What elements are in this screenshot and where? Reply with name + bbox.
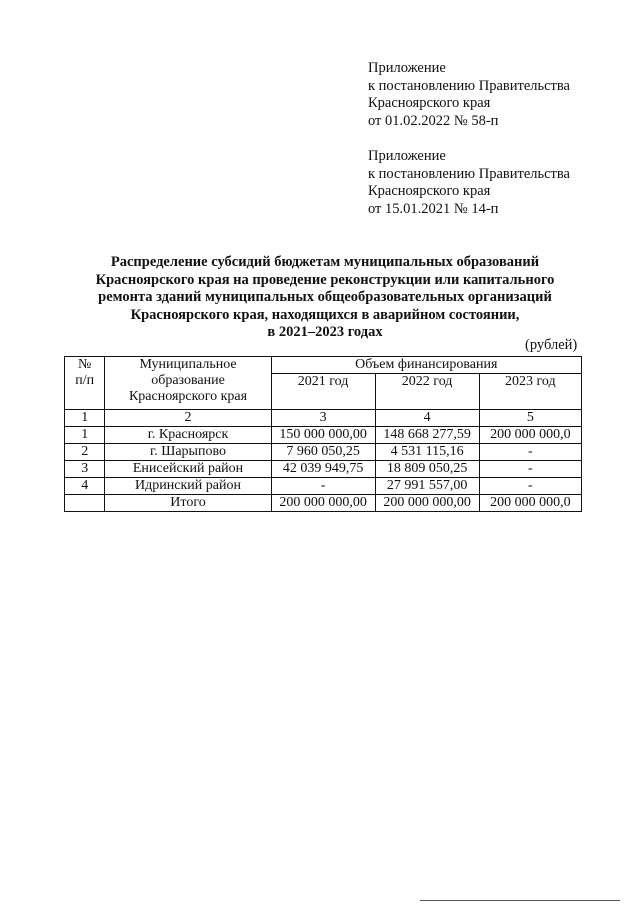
- row-name: г. Красноярск: [105, 427, 271, 444]
- column-number: 3: [271, 410, 375, 427]
- title-line: Красноярского края, находящихся в аварийном состоянии,: [130, 306, 520, 323]
- total-value-2022: 200 000 000,00: [375, 495, 479, 512]
- row-num: 4: [65, 478, 105, 495]
- annex-line: Приложение: [368, 148, 446, 164]
- header-year-2023: 2023 год: [479, 374, 581, 410]
- table-row: [65, 478, 582, 495]
- row-value-2022: 18 809 050,25: [375, 461, 479, 478]
- row-num: 2: [65, 444, 105, 461]
- row-name: г. Шарыпово: [105, 444, 271, 461]
- annex-line: Приложение: [368, 60, 446, 76]
- row-value-2021: -: [271, 478, 375, 495]
- row-name: Идринский район: [105, 478, 271, 495]
- header-num: [65, 357, 105, 410]
- column-number: 1: [65, 410, 105, 427]
- title-line: Красноярского края на проведение реконструкции или капитального: [95, 271, 555, 288]
- column-number: 4: [375, 410, 479, 427]
- total-value-2021: 200 000 000,00: [271, 495, 375, 512]
- row-value-2023: 200 000 000,0: [479, 427, 581, 444]
- row-value-2022: 148 668 277,59: [375, 427, 479, 444]
- header-name-line: образование: [151, 373, 225, 388]
- total-label: Итого: [105, 495, 271, 512]
- row-value-2021: 150 000 000,00: [271, 427, 375, 444]
- row-value-2023: -: [479, 478, 581, 495]
- annex-line: от 01.02.2022 № 58-п: [368, 112, 499, 129]
- column-number: 2: [105, 410, 271, 427]
- table-header-row: [65, 357, 582, 374]
- table-row: [65, 444, 582, 461]
- row-value-2021: 42 039 949,75: [271, 461, 375, 478]
- subsidy-table: [64, 356, 582, 512]
- title-line: Распределение субсидий бюджетам муниципальных образований: [110, 254, 540, 270]
- column-numbers-row: [65, 410, 582, 427]
- table-total-row: [65, 495, 582, 512]
- document-title: [60, 254, 590, 342]
- annex-current-amendment: [368, 60, 570, 130]
- header-num-line: №: [78, 357, 92, 372]
- title-line: в 2021–2023 годах: [267, 324, 383, 340]
- header-year-2021: 2021 год: [271, 374, 375, 410]
- row-num: 3: [65, 461, 105, 478]
- footer-divider: [420, 900, 620, 901]
- row-value-2023: -: [479, 461, 581, 478]
- row-value-2022: 4 531 115,16: [375, 444, 479, 461]
- column-number: 5: [479, 410, 581, 427]
- annex-line: от 15.01.2021 № 14-п: [368, 200, 499, 217]
- row-value-2023: -: [479, 444, 581, 461]
- row-name: Енисейский район: [105, 461, 271, 478]
- table-row: [65, 461, 582, 478]
- header-num-line: п/п: [75, 373, 95, 388]
- row-num: 1: [65, 427, 105, 444]
- total-value-2023: 200 000 000,0: [479, 495, 581, 512]
- unit-label: (рублей): [525, 337, 578, 353]
- title-line: ремонта зданий муниципальных общеобразовательных организаций: [98, 289, 552, 305]
- header-name-line: Муниципальное: [139, 357, 237, 372]
- row-value-2022: 27 991 557,00: [375, 478, 479, 495]
- table-row: [65, 427, 582, 444]
- total-num: [65, 495, 105, 512]
- header-year-2022: 2022 год: [375, 374, 479, 410]
- annex-line: к постановлению Правительства: [368, 165, 570, 182]
- header-funding: Объем финансирования: [271, 357, 581, 374]
- header-name-line: Красноярского края: [128, 389, 248, 404]
- row-value-2021: 7 960 050,25: [271, 444, 375, 461]
- annex-line: Красноярского края: [368, 183, 491, 199]
- header-name: [105, 357, 271, 410]
- annex-line: Красноярского края: [368, 95, 491, 111]
- annex-original-resolution: [368, 148, 570, 218]
- annex-line: к постановлению Правительства: [368, 77, 570, 94]
